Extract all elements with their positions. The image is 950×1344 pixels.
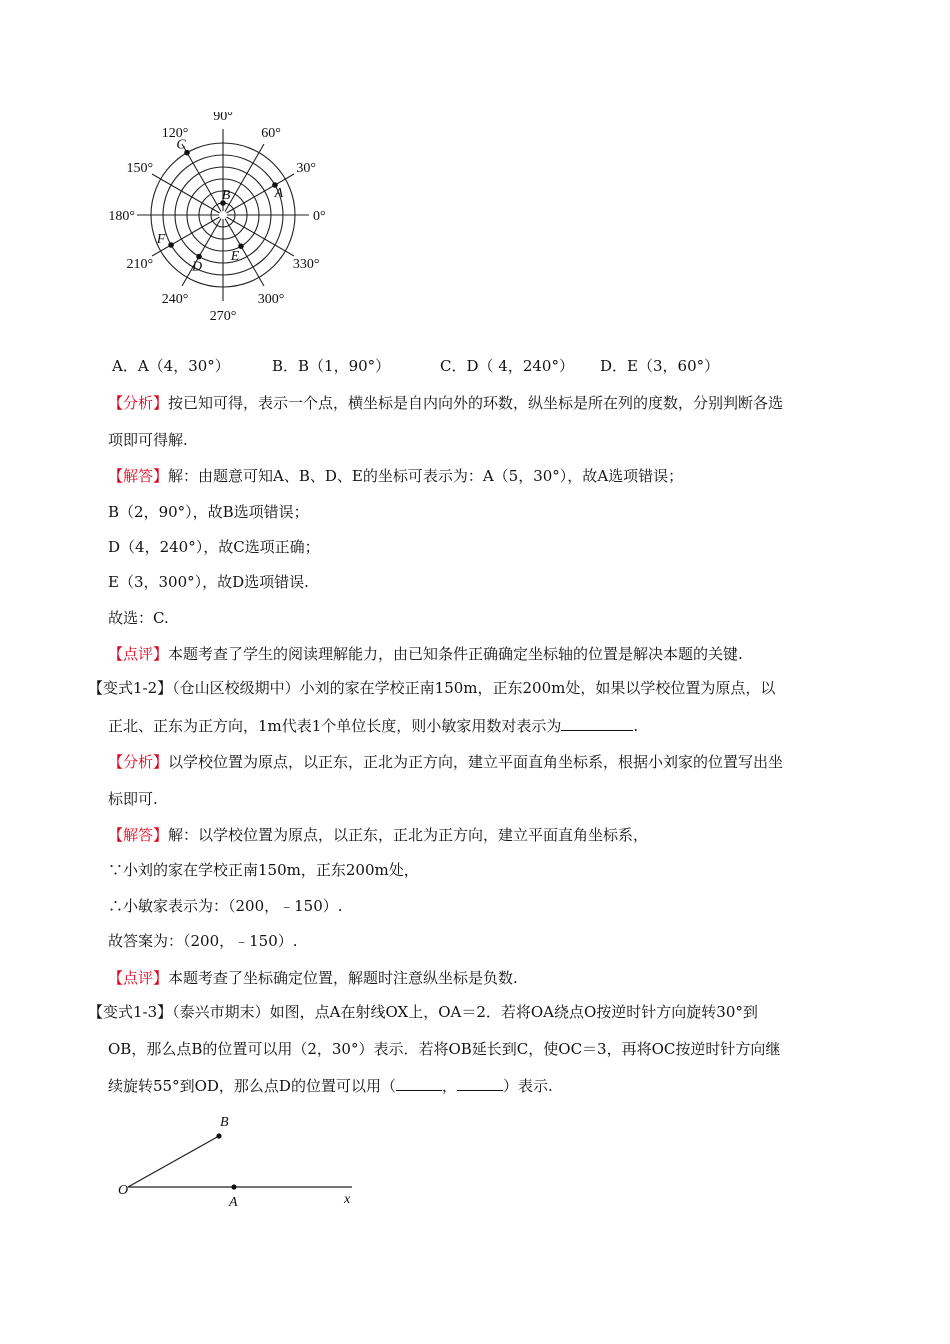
q2-answer-line-1 (108, 825, 648, 845)
option-d: D．E（3，60°） (600, 357, 720, 375)
q2-answer-line-3 (108, 896, 343, 916)
point-a (231, 1184, 236, 1189)
q2-answer-blank[interactable] (561, 716, 633, 731)
polar-grid-figure (108, 112, 348, 330)
q1-answer-text-4: E（3，300°），故D选项错误. (108, 573, 309, 591)
angle-label-240: 240° (161, 292, 189, 308)
angle-label-300: 300° (257, 292, 285, 308)
polar-point-label-a: A (274, 186, 284, 201)
ray-figure (106, 1110, 366, 1214)
q2-review-text: 本题考查了坐标确定位置，解题时注意纵坐标是负数. (168, 969, 518, 987)
angle-label-210: 210° (126, 257, 154, 272)
q2-analysis-line-1 (108, 752, 783, 772)
q3-blank-angle[interactable] (457, 1076, 503, 1091)
angle-label-120: 120° (161, 125, 189, 141)
q1-review-text: 本题考查了学生的阅读理解能力，由已知条件正确确定坐标轴的位置是解决本题的关键. (168, 645, 743, 663)
option-a: A．A（4，30°） (112, 357, 230, 375)
q3-stem-text-3c: ）表示. (502, 1077, 553, 1095)
q2-answer-text-4: 故答案为：（200，﹣150）. (108, 932, 298, 950)
options-row (112, 356, 719, 376)
polar-point-label-e: E (230, 249, 240, 265)
q2-review-line (108, 968, 518, 988)
q1-answer-tag: 【解答】 (108, 467, 169, 485)
q2-answer-tag: 【解答】 (108, 826, 169, 844)
q1-answer-text-2: B（2，90°），故B选项错误； (108, 503, 309, 521)
q2-answer-line-2 (108, 860, 419, 880)
spoke-150 (152, 174, 220, 213)
angle-label-270: 270° (209, 309, 237, 324)
spoke-60 (225, 144, 264, 212)
q2-stem-text-1: （仓山区校级期中）小刘的家在学校正南150m，正东200m处，如果以学校位置为原点，以 (172, 679, 776, 697)
polar-point-e (238, 243, 244, 249)
polar-point-label-c: C (176, 137, 186, 153)
angle-label-180: 180° (108, 209, 135, 224)
q1-review-tag: 【点评】 (108, 645, 169, 663)
q3-stem-text-3a: 续旋转55°到OD，那么点D的位置可以用（ (108, 1077, 396, 1095)
q2-analysis-tag: 【分析】 (108, 753, 169, 771)
polar-point-label-f: F (156, 232, 166, 247)
q3-stem-text-3b: ， (441, 1077, 457, 1095)
polar-point-f (168, 242, 174, 248)
angle-label-330: 330° (292, 257, 320, 272)
polar-point-label-d: D (191, 259, 203, 275)
q2-stem-text-2: 正北、正东为正方向，1m代表1个单位长度，则小敏家用数对表示为 (108, 717, 562, 735)
q2-answer-text-2: ∵小刘的家在学校正南150m，正东200m处， (108, 861, 419, 879)
ray-label-a: A (229, 1195, 238, 1210)
q2-answer-text-1: 解：以学校位置为原点，以正东，正北为正方向，建立平面直角坐标系， (168, 826, 649, 844)
q1-answer-text-5: 故选：C. (108, 609, 169, 627)
polar-point-label-b: B (221, 188, 231, 203)
ray-label-x: x (344, 1192, 351, 1207)
angle-label-150: 150° (126, 161, 154, 176)
polar-point-d (196, 254, 202, 260)
q2-stem-line-2 (108, 716, 638, 736)
q1-answer-text-3: D（4，240°），故C选项正确； (108, 538, 320, 556)
q1-answer-line-5 (108, 608, 169, 628)
option-c: C．D（ 4，240°） (440, 357, 574, 375)
angle-label-0: 0° (313, 209, 326, 224)
q1-answer-line-2 (108, 502, 309, 522)
q1-analysis-tag: 【分析】 (108, 394, 169, 412)
q2-answer-text-3: ∴小敏家表示为：（200，﹣150）. (108, 897, 343, 915)
q1-answer-line-3 (108, 537, 320, 557)
ray-label-b: B (220, 1115, 229, 1130)
q2-answer-line-4 (108, 931, 298, 951)
q3-stem-line-1 (88, 1002, 758, 1022)
q1-answer-line-4 (108, 572, 309, 592)
angle-label-30: 30° (296, 161, 316, 176)
q2-analysis-text-1: 以学校位置为原点，以正东，正北为正方向，建立平面直角坐标系，根据小刘家的位置写出坐 (168, 753, 784, 771)
q1-analysis-text-1: 按已知可得，表示一个点，横坐标是自内向外的环数，纵坐标是所在列的度数，分别判断各选 (168, 394, 784, 412)
q2-analysis-text-2: 标即可. (108, 790, 158, 808)
q1-analysis-line-2 (108, 430, 188, 450)
spoke-30 (226, 174, 294, 213)
q3-stem-line-2 (108, 1039, 780, 1059)
ray-label-o: O (118, 1183, 129, 1198)
q1-analysis-text-2: 项即可得解. (108, 431, 188, 449)
ray-ob (128, 1136, 219, 1187)
q3-blank-distance[interactable] (396, 1076, 442, 1091)
angle-label-90: 90° (213, 112, 233, 124)
q3-label: 【变式1-3】 (88, 1003, 173, 1021)
q3-stem-text-2: OB，那么点B的位置可以用（2，30°）表示．若将OB延长到C，使OC＝3，再将OC按逆时针方向继 (108, 1040, 781, 1058)
q3-stem-line-3 (108, 1076, 553, 1096)
angle-label-60: 60° (261, 125, 281, 141)
spoke-240 (182, 218, 221, 286)
q1-answer-line-1 (108, 466, 683, 486)
point-b (216, 1133, 221, 1138)
q2-analysis-line-2 (108, 789, 158, 809)
q3-stem-text-1: （泰兴市期末）如图，点A在射线OX上，OA＝2．若将OA绕点O按逆时针方向旋转30°到 (172, 1003, 758, 1021)
q1-review-line (108, 644, 743, 664)
option-b: B．B（1，90°） (272, 357, 391, 375)
q2-stem-end: . (633, 717, 639, 735)
q2-stem-line-1 (88, 678, 775, 698)
q2-review-tag: 【点评】 (108, 969, 169, 987)
q1-answer-text-1: 解：由题意可知A、B、D、E的坐标可表示为：A（5，30°），故A选项错误； (168, 467, 684, 485)
q1-analysis-line-1 (108, 393, 783, 413)
q2-label: 【变式1-2】 (88, 679, 173, 697)
